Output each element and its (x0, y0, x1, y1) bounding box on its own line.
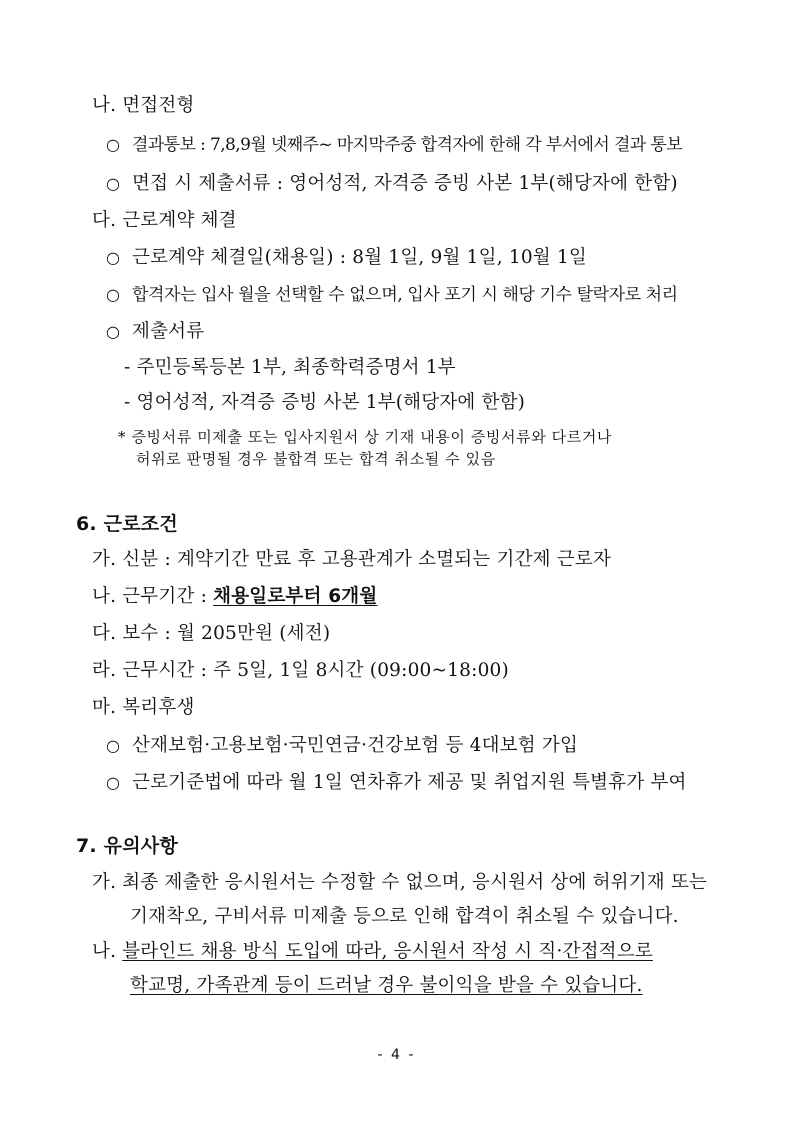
condition-item: 나. 근무기간 : 채용일로부터 6개월 (92, 586, 378, 607)
interview-heading: 나. 면접전형 (92, 95, 195, 116)
benefit-item: ○ 산재보험·고용보험·국민연금·건강보험 등 4대보험 가입 (106, 735, 579, 756)
interview-item: ○ 면접 시 제출서류 : 영어성적, 자격증 증빙 사본 1부(해당자에 한함) (106, 173, 678, 194)
note-line: 허위로 판명될 경우 불합격 또는 합격 취소될 수 있음 (136, 450, 496, 468)
notice-item-continuation (130, 974, 643, 998)
notice-item: 가. 최종 제출한 응시원서는 수정할 수 없으며, 응시원서 상에 허위기재 또는 (92, 872, 708, 893)
circle-bullet-icon: ○ (106, 736, 121, 755)
condition-item: 마. 복리후생 (92, 697, 195, 718)
contract-item: ○ 근로계약 체결일(채용일) : 8월 1일, 9월 1일, 10월 1일 (106, 247, 588, 268)
notice-item-continuation: 기재착오, 구비서류 미제출 등으로 인해 합격이 취소될 수 있습니다. (130, 906, 679, 927)
required-doc: - 주민등록등본 1부, 최종학력증명서 1부 (124, 357, 456, 378)
contract-heading: 다. 근로계약 체결 (92, 210, 237, 231)
underlined-notice: 학교명, 가족관계 등이 드러날 경우 불이익을 받을 수 있습니다. (130, 975, 643, 996)
required-doc: - 영어성적, 자격증 증빙 사본 1부(해당자에 한함) (124, 392, 526, 413)
circle-bullet-icon: ○ (106, 322, 121, 341)
underlined-notice: 블라인드 채용 방식 도입에 따라, 응시원서 작성 시 직·간접적으로 (122, 941, 653, 962)
notice-item: 나. 블라인드 채용 방식 도입에 따라, 응시원서 작성 시 직·간접적으로 (92, 941, 653, 962)
emphasized-period: 채용일로부터 6개월 (213, 586, 378, 607)
circle-bullet-icon: ○ (106, 135, 121, 154)
circle-bullet-icon: ○ (106, 174, 121, 193)
section-title: 7. 유의사항 (76, 835, 178, 857)
condition-item: 다. 보수 : 월 205만원 (세전) (92, 623, 331, 644)
circle-bullet-icon: ○ (106, 285, 121, 304)
circle-bullet-icon: ○ (106, 773, 121, 792)
contract-item: ○ 제출서류 (106, 321, 205, 342)
page-number: - 4 - (377, 1047, 416, 1063)
interview-item: ○ 결과통보 : 7,8,9월 넷째주~ 마지막주중 합격자에 한해 각 부서에서 결과 통보 (106, 135, 683, 155)
condition-item: 라. 근무시간 : 주 5일, 1일 8시간 (09:00~18:00) (92, 660, 509, 681)
circle-bullet-icon: ○ (106, 248, 121, 267)
section-title: 6. 근로조건 (76, 513, 178, 535)
benefit-item: ○ 근로기준법에 따라 월 1일 연차휴가 제공 및 취업지원 특별휴가 부여 (106, 772, 687, 793)
condition-item: 가. 신분 : 계약기간 만료 후 고용관계가 소멸되는 기간제 근로자 (92, 549, 612, 570)
note-line: * 증빙서류 미제출 또는 입사지원서 상 기재 내용이 증빙서류와 다르거나 (118, 428, 613, 446)
contract-item: ○ 합격자는 입사 월을 선택할 수 없으며, 입사 포기 시 해당 기수 탈락자로 처리 (106, 285, 678, 305)
